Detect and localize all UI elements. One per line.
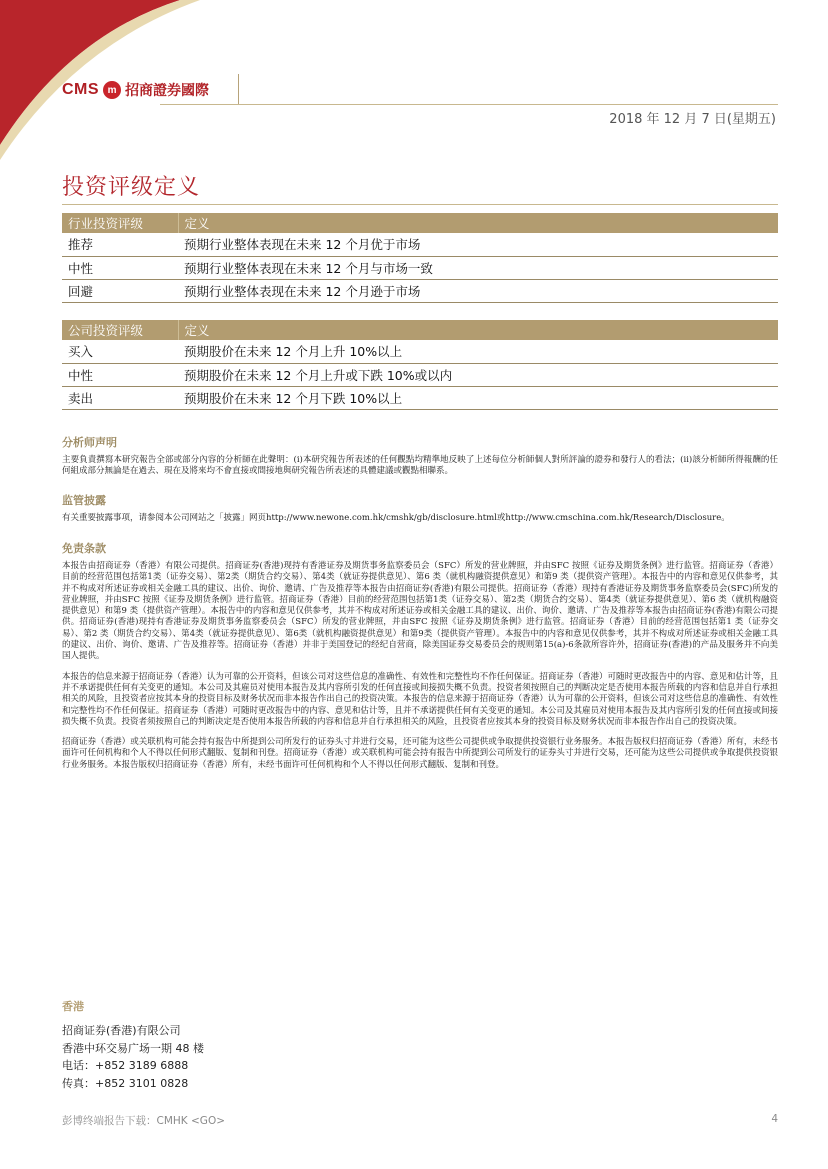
table-row <box>62 386 778 409</box>
table-header: 定义 <box>178 320 778 340</box>
table-row <box>62 256 778 279</box>
rating-cell: 回避 <box>62 279 178 302</box>
page-title: 投资评级定义 <box>62 175 201 200</box>
company-rating-table <box>62 320 778 410</box>
rating-cell: 中性 <box>62 256 178 279</box>
definition-cell: 预期股价在未来 12 个月上升 10%以上 <box>178 340 778 363</box>
section-heading: 监管披露 <box>62 494 106 507</box>
company-address: 香港中环交易广场一期 48 楼 <box>62 1041 204 1055</box>
disclaimer-paragraph: 本报告的信息来源于招商证券（香港）认为可靠的公开资料，但该公司对这些信息的准确性、有效性和完整性均不作任何保证。招商证券（香港）可随时更改报告中的内容、意见和估计等，且并不承诺提供任何有关变更的通知。本公司及其雇员对使用本报告及其内容所引发的任何直接或间接损失概不负责。投资者须按照自己的判断决定是否使用本报告所载的内容和信息并自行承担相关的风险，且投资者应按其本身的投资目标及财务状况而非本报告作出自己的投资决策。本报告的信息来源于招商证券（香港）认为可靠的公开资料，但该公司对这些信息的准确性、有效性和完整性均不作任何保证。招商证券（香港）可随时更改报告中的内容、意见和估计等，且并不承诺提供任何有关变更的通知。本公司及其雇员对使用本报告及其内容所引发的任何直接或间接损失概不负责。投资者须按照自己的判断决定是否使用本报告所载的内容和信息并自行承担相关的风险，且投资者应按其本身的投资目标及财务状况而非本报告作出自己的投资决策。 <box>62 671 778 727</box>
table-header: 定义 <box>178 213 778 233</box>
logo-cn-text: 招商證券國際 <box>125 83 210 99</box>
table-header: 行业投资评级 <box>62 213 178 233</box>
section-heading: 免责条款 <box>62 542 106 555</box>
definition-cell: 预期行业整体表现在未来 12 个月与市场一致 <box>178 256 778 279</box>
table-header-row <box>62 213 778 233</box>
disclaimer-section <box>62 540 778 771</box>
rating-cell: 推荐 <box>62 233 178 256</box>
analyst-statement-text: 主要負責撰寫本研究報告全部或部分內容的分析師在此聲明：(i)本研究報告所表述的任何觀點均精準地反映了上述每位分析師個人對所評論的證券和發行人的看法；(ii)該分析師所得報酬的任何組成部分無論是在過去、現在及將來均不會直接或間接地與研究報告所表述的具體建議或觀點相聯系。 <box>62 455 778 477</box>
disclaimer-paragraph: 本报告由招商证券（香港）有限公司提供。招商证券(香港)现持有香港证券及期货事务监察委员会（SFC）所发的营业牌照，并由SFC 按照《证券及期货条例》进行监管。招商证券（香港）目前的经营范围包括第1类（证券交易）、第2类（期货合约交易）、第4类（就证券提供意见）、第6 类（就机构融资提供意见）和第9 类（提供资产管理）。本报告中的内容和意见仅供参考，其并不构成对所述证券或相关金融工具的建议、出价、询价、邀请、广告及推荐等本报告由招商证券(香港)有限公司提供。招商证券（香港）现持有香港证券及期货事务监察委员会(SFC)所发的营业牌照，并由SFC 按照《证券及期货条例》进行监管。招商证券（香港）目前的经营范围包括第1类（证券交易）、第2类（期货合约交易）、第4类（就证券提供意见）、第6 类（就机构融资提供意见）和第9 类（提供资产管理）。本报告中的内容和意见仅供参考，其并不构成对所述证券或相关金融工具的建议、出价、询价、邀请、广告及推荐等本报告由招商证券(香港)有限公司提供。招商证券(香港)现持有香港证券及期货事务监察委员会（SFC）所发的营业牌照，并由SFC 按照《证券及期货条例》进行监管。招商证券（香港）目前的经营范围包括第1 类（证券交易）、第2 类（期货合约交易）、第4类（就证券提供意见）、第6类（就机构融资提供意见）和第9类（提供资产管理）。本报告中的内容和意见仅供参考，其并不构成对所述证券或相关金融工具的建议、出价、询价、邀请、广告及推荐等。招商证券（香港）并非于美国登记的经纪自营商，除美国证券交易委员会的规则第15(a)-6条款所容许外，招商证券(香港)的产品及服务并不向美国人提供。 <box>62 561 779 662</box>
table-header: 公司投资评级 <box>62 320 178 340</box>
title-rule <box>62 204 778 205</box>
company-name: 招商证券(香港)有限公司 <box>62 1024 181 1037</box>
industry-rating-table <box>62 213 778 303</box>
fax-number: 传真：+852 3101 0828 <box>62 1076 189 1090</box>
company-logo <box>62 80 209 100</box>
definition-cell: 预期股价在未来 12 个月上升或下跌 10%或以内 <box>178 363 778 386</box>
rating-cell: 中性 <box>62 363 178 386</box>
regulatory-disclosure-section <box>62 492 778 524</box>
rating-cell: 卖出 <box>62 386 178 409</box>
footer-source: 彭博终端报告下载：CMHK <GO> <box>62 1115 226 1127</box>
section-heading: 分析师声明 <box>62 436 117 449</box>
logo-mark-icon: m <box>103 81 121 99</box>
disclaimer-paragraph: 招商证券（香港）或关联机构可能会持有报告中所提到公司所发行的证券头寸并进行交易，还可能为这些公司提供或争取提供投资银行业务服务。本报告版权归招商证券（香港）所有，未经书面许可任何机构和个人不得以任何形式翻版、复制和刊登。招商证券（香港）或关联机构可能会持有报告中所提到公司所发行的证券头寸并进行交易，还可能为这些公司提供或争取提供投资银行业务服务。本报告版权归招商证券（香港）所有，未经书面许可任何机构和个人不得以任何形式翻版、复制和刊登。 <box>62 737 778 770</box>
report-date: 2018 年 12 月 7 日(星期五) <box>609 112 776 127</box>
logo-text: CMS <box>62 81 100 98</box>
hong-kong-contact-section <box>62 998 778 1092</box>
table-row <box>62 340 778 363</box>
table-row <box>62 363 778 386</box>
logo-divider <box>238 74 239 104</box>
definition-cell: 预期行业整体表现在未来 12 个月逊于市场 <box>178 279 778 302</box>
page-number: 4 <box>771 1113 778 1125</box>
header-rule <box>160 104 778 105</box>
definition-cell: 预期行业整体表现在未来 12 个月优于市场 <box>178 233 778 256</box>
table-header-row <box>62 320 778 340</box>
definition-cell: 预期股价在未来 12 个月下跌 10%以上 <box>178 386 778 409</box>
analyst-statement-section <box>62 434 778 478</box>
regulatory-disclosure-text: 有关重要披露事项，请参阅本公司网站之「披露」网页http://www.newone.com.hk/cmshk/gb/disclosure.html或http://www.cmschina.com.hk/Research/Disclosure。 <box>62 513 730 523</box>
page-footer <box>62 1113 778 1128</box>
phone-number: 电话：+852 3189 6888 <box>62 1059 189 1072</box>
table-row <box>62 233 778 256</box>
rating-cell: 买入 <box>62 340 178 363</box>
section-heading: 香港 <box>62 1000 84 1013</box>
table-row <box>62 279 778 302</box>
